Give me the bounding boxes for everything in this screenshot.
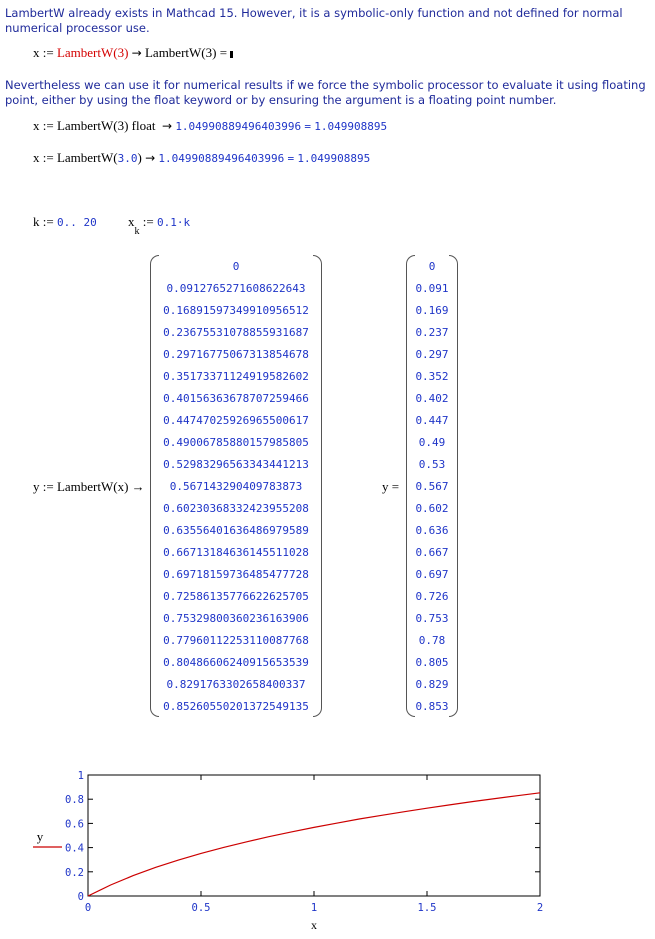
x-subscript: k: [134, 225, 140, 237]
matrix-cell: 0.85260550201372549135: [163, 700, 309, 713]
eq2-symbolic-value: 1.04990889496403996: [175, 120, 302, 133]
y-axis-label: y: [36, 829, 44, 844]
eq2-expr: LambertW(3) float: [56, 118, 156, 133]
eq3-arg: 3.0: [117, 152, 138, 165]
matrix-cell: 0.697: [415, 568, 449, 581]
x-assign: :=: [142, 214, 154, 229]
k-range: 0.. 20: [56, 216, 97, 229]
matrix-cell: 0.49006785880157985805: [163, 436, 309, 449]
matrix-cell: 0.091: [415, 282, 449, 295]
x-tick-label: 1: [310, 902, 318, 914]
matrix-cell: 0.726: [415, 590, 449, 603]
symbolic-arrow: →: [131, 46, 142, 60]
plot-frame: [88, 775, 540, 896]
eq3-close: ): [137, 150, 142, 165]
matrix-cell: 0.29716775067313854678: [163, 348, 309, 361]
matrix-cell: 0.44747025926965500617: [163, 414, 309, 427]
eq2-result: 1.049908895: [314, 120, 388, 133]
matrix-cell: 0.237: [415, 326, 449, 339]
matrix-cell: 0.402: [415, 392, 449, 405]
matrix-cell: 0.0912765271608622643: [166, 282, 306, 295]
matrix-cell: 0.78: [418, 634, 446, 647]
matrix-cell: 0.40156363678707259466: [163, 392, 309, 405]
matrix-cell: 0.297: [415, 348, 449, 361]
matrix-cell: 0: [232, 260, 240, 273]
matrix-cell: 0.602: [415, 502, 449, 515]
matrix-cell: 0.667: [415, 546, 449, 559]
matrix-cell: 0.567: [415, 480, 449, 493]
y-tick-label: 0.2: [65, 866, 84, 879]
y-numeric-evaluation[interactable]: [382, 479, 399, 495]
x-var: x: [128, 214, 135, 229]
numeric-note: Nevertheless we can use it for numerical results if we force the symbolic processor to evaluate it using floating point, either by using the float keyword or by ensuring the argument is a floating point number.: [5, 78, 646, 107]
equation-symbolic-only[interactable]: [33, 45, 233, 61]
eq1-rhs: LambertW(3) =: [144, 45, 228, 60]
matrix-cell: 0.169: [415, 304, 449, 317]
symbolic-arrow: →: [162, 119, 173, 133]
eq3-func: LambertW(: [56, 150, 118, 165]
matrix-cell: 0.753: [415, 612, 449, 625]
equation-float[interactable]: [33, 118, 387, 134]
y-tick-label: 0.6: [65, 818, 84, 831]
matrix-cell: 0.60230368332423955208: [163, 502, 309, 515]
range-variable-k[interactable]: [33, 214, 97, 230]
matrix-cell: 0.853: [415, 700, 449, 713]
matrix-cell: 0.16891597349910956512: [163, 304, 309, 317]
x-axis-label: x: [311, 918, 317, 932]
x-tick-label: 1.5: [417, 902, 437, 914]
eq1-lhs: x :=: [33, 45, 54, 60]
symbolic-result-matrix[interactable]: [150, 255, 322, 717]
matrix-cell: 0: [428, 260, 436, 273]
y-eval-label: y =: [382, 479, 400, 494]
y-tick-label: 0: [77, 891, 84, 903]
y-tick-label: 0.4: [65, 842, 84, 855]
series-line-y: [88, 793, 540, 896]
eq2-equals: =: [304, 120, 312, 133]
x-tick-label: 2: [536, 902, 544, 914]
matrix-cell: 0.66713184636145511028: [163, 546, 309, 559]
matrix-cell: 0.80486606240915653539: [163, 656, 309, 669]
matrix-cell: 0.805: [415, 656, 449, 669]
eq3-symbolic-value: 1.04990889496403996: [158, 152, 285, 165]
x-value: 0.1·k: [156, 216, 191, 229]
x-tick-label: 0: [84, 902, 92, 914]
y-tick-label: 0.8: [65, 794, 84, 807]
y-symbolic-definition[interactable]: [33, 479, 145, 495]
matrix-cell: 0.8291763302658400337: [166, 678, 306, 691]
matrix-cell: 0.75329800360236163906: [163, 612, 309, 625]
eq2-lhs: x :=: [33, 118, 54, 133]
matrix-cell: 0.567143290409783873: [169, 480, 303, 493]
matrix-cell: 0.23675531078855931687: [163, 326, 309, 339]
symbolic-arrow: →: [145, 151, 156, 165]
x-tick-label: 0.5: [191, 902, 211, 914]
numeric-result-matrix[interactable]: [406, 255, 458, 717]
matrix-cell: 0.352: [415, 370, 449, 383]
eq3-result: 1.049908895: [297, 152, 371, 165]
matrix-cell: 0.636: [415, 524, 449, 537]
k-lhs: k :=: [33, 214, 54, 229]
matrix-cell: 0.829: [415, 678, 449, 691]
y-def-label: y := LambertW(x) →: [33, 479, 145, 494]
lambertw-plot[interactable]: [0, 760, 655, 939]
y-tick-label: 1: [77, 770, 84, 782]
matrix-cell: 0.35173371124919582602: [163, 370, 309, 383]
x-subscript-definition[interactable]: [128, 214, 191, 237]
intro-note: LambertW already exists in Mathcad 15. However, it is a symbolic-only function and not defined for normal numerical processor use.: [5, 6, 623, 35]
matrix-cell: 0.63556401636486979589: [163, 524, 309, 537]
matrix-cell: 0.49: [418, 436, 446, 449]
equation-float-argument[interactable]: [33, 150, 370, 166]
matrix-cell: 0.69718159736485477728: [163, 568, 309, 581]
eq3-equals: =: [287, 152, 295, 165]
matrix-cell: 0.53: [418, 458, 446, 471]
eq1-lambertw-call: LambertW(3): [56, 45, 129, 60]
matrix-cell: 0.52983296563343441213: [163, 458, 309, 471]
matrix-cell: 0.77960112253110087768: [163, 634, 309, 647]
matrix-cell: 0.72586135776622625705: [163, 590, 309, 603]
matrix-cell: 0.447: [415, 414, 449, 427]
eq3-lhs: x :=: [33, 150, 54, 165]
insertion-cursor: [230, 51, 233, 58]
